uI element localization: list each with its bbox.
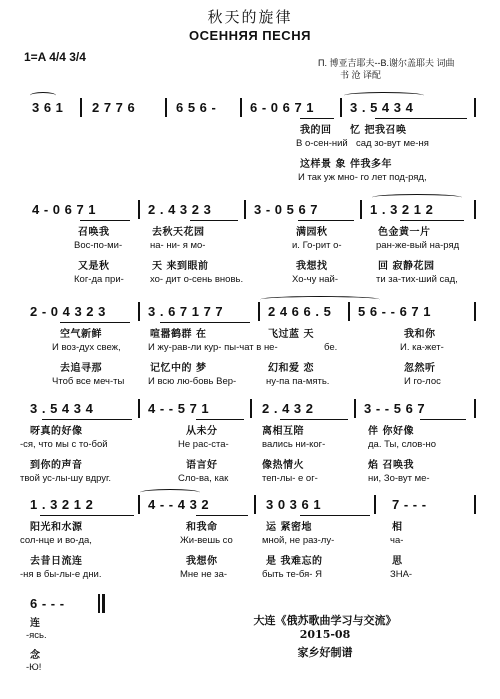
lyric-ru: Хо-чу най- — [292, 274, 339, 285]
lyric-zh: 飞过蓝 天 — [268, 329, 314, 340]
lyric-ru: ти за-тих-ший сад, — [376, 274, 458, 285]
lyric-zh: 是 我难忘的 — [266, 556, 323, 567]
lyric-zh: 喧嚣鹤群 在 — [150, 329, 207, 340]
lyric-ru: сол-нце и во-да, — [20, 535, 92, 546]
lyric-zh: 去昔日流连 — [30, 556, 83, 567]
lyric-zh: 这样景 象 伴我多年 — [300, 159, 392, 170]
measure: 3 0 3 6 1 — [266, 497, 322, 512]
measure: 1 . 3 2 1 2 — [30, 497, 94, 512]
lyric-ru: И. ка-жет- — [400, 342, 444, 353]
lyric-zh: 思 — [392, 556, 403, 567]
lyric-ru: на- ни- я мо- — [150, 240, 206, 251]
lyric-zh: 我的回 — [300, 125, 332, 136]
lyric-ru: Не рас-ста- — [178, 439, 229, 450]
measure: 2 7 7 6 — [92, 100, 136, 115]
measure: 6 5 6 - — [176, 100, 217, 115]
title-russian: ОСЕННЯЯ ПЕСНЯ — [189, 28, 311, 43]
measure: 2 . 4 3 2 3 — [148, 202, 212, 217]
lyric-ru: -ясь. — [26, 630, 47, 641]
lyric-ru: ча- — [390, 535, 404, 546]
title-chinese: 秋天的旋律 — [207, 8, 293, 26]
measure: 4 - - 4 3 2 — [148, 497, 210, 512]
lyric-zh: 我和你 — [404, 329, 436, 340]
measure: 1 . 3 2 1 2 — [370, 202, 434, 217]
lyric-ru: В о-сен-ний — [296, 138, 348, 149]
measure: 3 6 1 — [32, 100, 64, 115]
lyric-zh: 念 — [30, 650, 41, 661]
footer-source: 大连《俄苏歌曲学习与交流》 — [253, 614, 397, 627]
lyric-zh: 运 紧密地 — [266, 522, 312, 533]
lyric-ru: Сло-ва, как — [178, 473, 229, 484]
measure: 3 - 0 5 6 7 — [254, 202, 319, 217]
lyric-ru: и. Го-рит о- — [292, 240, 342, 251]
lyric-ru: Вос-по-ми- — [74, 240, 123, 251]
lyric-zh: 像热情火 — [262, 460, 304, 471]
lyric-zh: 天 来到眼前 — [152, 261, 209, 272]
footer-author: 家乡好制谱 — [297, 646, 353, 659]
lyric-zh: 色金黄一片 — [378, 227, 431, 238]
measure: 2 - 0 4 3 2 3 — [30, 304, 106, 319]
measure: 7 - - - — [392, 497, 427, 512]
translator-credit: 书 沧 译配 — [340, 70, 382, 80]
lyric-ru: вались ни-ког- — [262, 439, 326, 450]
lyric-ru: И всю лю-бовь Вер- — [148, 376, 237, 387]
measure: 3 - - 5 6 7 — [364, 401, 426, 416]
lyric-ru: -Ю! — [26, 662, 42, 673]
lyric-zh: 忆 把我召唤 — [350, 125, 407, 136]
lyric-zh: 从未分 — [186, 426, 218, 437]
lyric-zh: 忽然听 — [404, 363, 436, 374]
measure: 4 - 0 6 7 1 — [32, 202, 97, 217]
lyric-zh: 我想找 — [296, 261, 328, 272]
lyric-ru: -ня в бы-лы-е дни. — [20, 569, 102, 580]
lyric-ru: твой ус-лы-шу вдруг. — [20, 473, 111, 484]
lyric-ru: ран-же-вый на-ряд — [376, 240, 460, 251]
lyric-zh: 记忆中的 梦 — [150, 363, 207, 374]
lyric-zh: 到你的声音 — [30, 460, 83, 471]
key-signature: 1=A 4/4 3/4 — [24, 50, 86, 64]
lyric-ru: Ког-да при- — [74, 274, 124, 285]
lyric-ru: ну-па па-мять. — [266, 376, 330, 387]
lyric-ru: да. Ты, слов-но — [368, 439, 437, 450]
composer-credit: П. 博亚吉耶夫--В.谢尔盖耶夫 词曲 — [318, 58, 455, 68]
measure: 6 - 0 6 7 1 — [250, 100, 315, 115]
measure: 2 4 6 6 . 5 — [268, 304, 332, 319]
lyric-ru: Чтоб все меч-ты — [52, 376, 125, 387]
measure: 2 . 4 3 2 — [262, 401, 314, 416]
footer-date: 2015-08 — [299, 628, 351, 641]
measure: 5 6 - - 6 7 1 — [358, 304, 431, 319]
lyric-ru: Мне не за- — [180, 569, 228, 580]
lyric-ru: бе. — [324, 342, 338, 353]
lyric-ru: И жу-рав-ли кур- пы-чат в не- — [148, 342, 278, 353]
lyric-ru: -ся, что мы с то-бой — [20, 439, 108, 450]
measure: 3 . 6 7 1 7 7 — [148, 304, 224, 319]
measure: 6 - - - — [30, 596, 65, 611]
lyric-ru: ЗНА- — [390, 569, 413, 580]
lyric-ru: И воз-дух свеж, — [52, 342, 121, 353]
lyric-zh: 去秋天花园 — [152, 227, 205, 238]
lyric-zh: 伴 你好像 — [368, 426, 414, 437]
lyric-ru: быть те-бя- Я — [262, 569, 322, 580]
lyric-zh: 连 — [30, 618, 41, 629]
lyric-zh: 焰 召唤我 — [368, 460, 414, 471]
lyric-zh: 相 — [392, 522, 403, 533]
lyric-ru: теп-лы- е ог- — [262, 473, 318, 484]
lyric-zh: 召唤我 — [78, 227, 110, 238]
lyric-zh: 回 寂静花园 — [378, 261, 435, 272]
measure: 3 . 5 4 3 4 — [350, 100, 414, 115]
lyric-zh: 离相互陪 — [262, 426, 304, 437]
lyric-zh: 又是秋 — [78, 261, 110, 272]
lyric-zh: 满园秋 — [296, 227, 328, 238]
lyric-zh: 呀真的好像 — [30, 426, 83, 437]
lyric-ru: мной, не раз-лу- — [262, 535, 335, 546]
lyric-zh: 幻和爱 恋 — [268, 363, 314, 374]
lyric-zh: 空气新鲜 — [60, 329, 102, 340]
measure: 3 . 5 4 3 4 — [30, 401, 94, 416]
lyric-ru: сад зо-вут ме-ня — [356, 138, 429, 149]
lyric-ru: хо- дит о-сень вновь. — [150, 274, 244, 285]
lyric-ru: И так уж мно- го лет под-ряд, — [298, 172, 427, 183]
measure: 4 - - 5 7 1 — [148, 401, 210, 416]
lyric-zh: 语言好 — [186, 460, 218, 471]
lyric-ru: Жи-вешь со — [180, 535, 233, 546]
lyric-zh: 去追寻那 — [60, 363, 102, 374]
lyric-ru: ни, Зо-вут ме- — [368, 473, 430, 484]
lyric-zh: 阳光和水源 — [30, 522, 83, 533]
lyric-zh: 我想你 — [186, 556, 218, 567]
lyric-zh: 和我命 — [186, 522, 218, 533]
lyric-ru: И го-лос — [404, 376, 441, 387]
